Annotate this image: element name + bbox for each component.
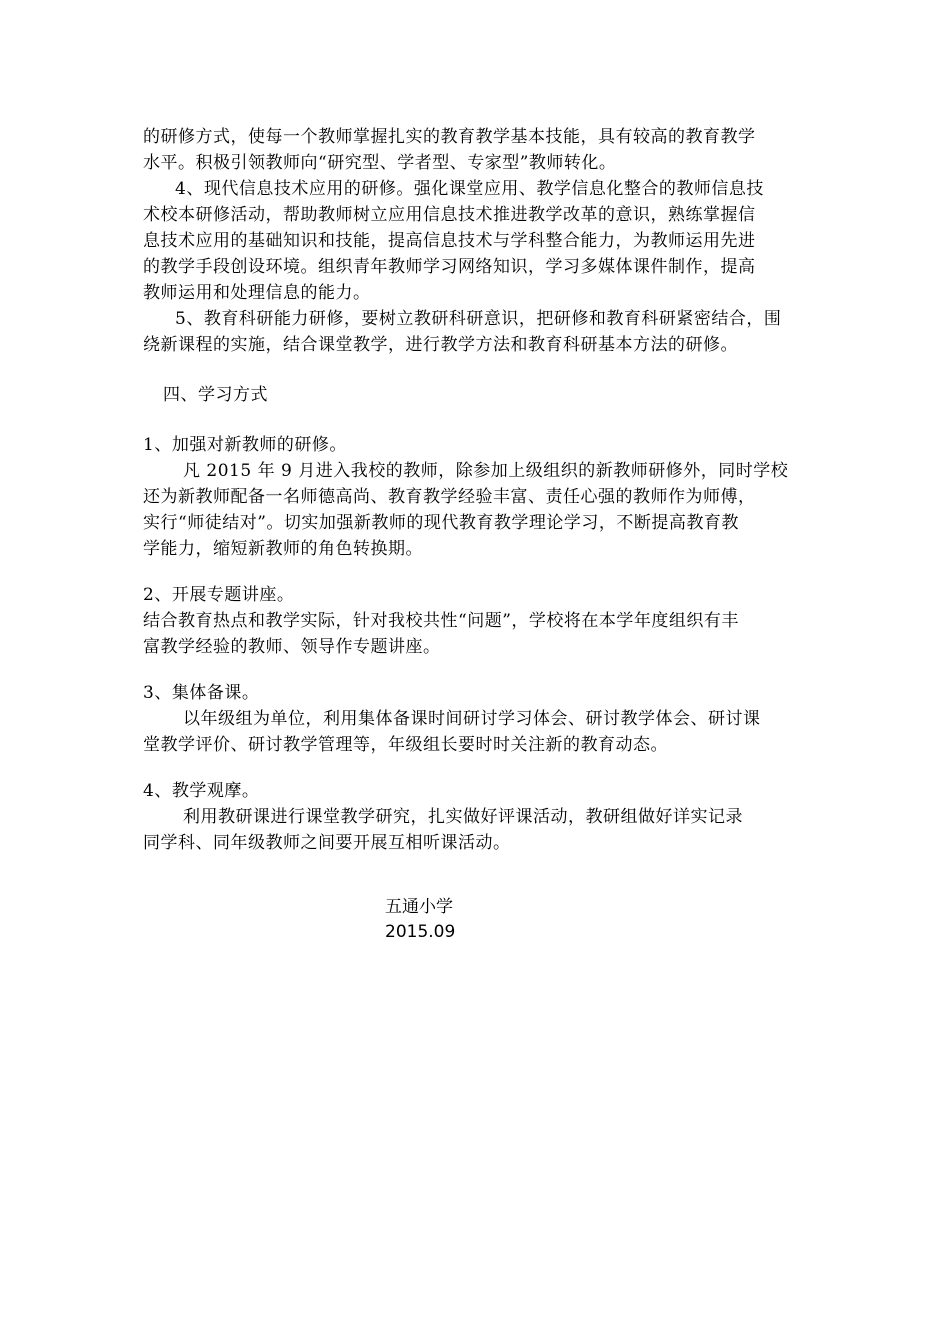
paragraph-line: 利用教研课进行课堂教学研究，扎实做好评课活动，教研组做好详实记录 bbox=[183, 807, 743, 827]
subsection-title: 3、集体备课。 bbox=[143, 683, 260, 703]
paragraph-line: 息技术应用的基础知识和技能，提高信息技术与学科整合能力，为教师运用先进 bbox=[143, 231, 756, 251]
section-heading: 四、学习方式 bbox=[163, 385, 268, 405]
paragraph-line: 凡 2015 年 9 月进入我校的教师，除参加上级组织的新教师研修外，同时学校 bbox=[183, 461, 789, 481]
paragraph-line: 同学科、同年级教师之间要开展互相听课活动。 bbox=[143, 833, 511, 853]
paragraph-line: 以年级组为单位，利用集体备课时间研讨学习体会、研讨教学体会、研讨课 bbox=[183, 709, 761, 729]
subsection-title: 2、开展专题讲座。 bbox=[143, 585, 295, 605]
paragraph-line: 堂教学评价、研讨教学管理等，年级组长要时时关注新的教育动态。 bbox=[143, 735, 668, 755]
paragraph-line: 水平。积极引领教师向“研究型、学者型、专家型”教师转化。 bbox=[143, 153, 617, 173]
paragraph-line: 的研修方式，使每一个教师掌握扎实的教育教学基本技能，具有较高的教育教学 bbox=[143, 127, 756, 147]
subsection-title: 4、教学观摩。 bbox=[143, 781, 260, 801]
paragraph-line: 富教学经验的教师、领导作专题讲座。 bbox=[143, 637, 441, 657]
document-body bbox=[143, 124, 809, 856]
paragraph-line: 绕新课程的实施，结合课堂教学，进行教学方法和教育科研基本方法的研修。 bbox=[143, 335, 738, 355]
paragraph-line: 5、教育科研能力研修，要树立教研科研意识，把研修和教育科研紧密结合，围 bbox=[175, 309, 782, 329]
paragraph-line: 还为新教师配备一名师德高尚、教育教学经验丰富、责任心强的教师作为师傅， bbox=[143, 487, 756, 507]
paragraph-line: 的教学手段创设环境。组织青年教师学习网络知识，学习多媒体课件制作，提高 bbox=[143, 257, 756, 277]
paragraph-line: 教师运用和处理信息的能力。 bbox=[143, 283, 371, 303]
paragraph-line: 术校本研修活动，帮助教师树立应用信息技术推进教学改革的意识，熟练掌握信 bbox=[143, 205, 756, 225]
paragraph-line: 4、现代信息技术应用的研修。强化课堂应用、教学信息化整合的教师信息技 bbox=[175, 179, 764, 199]
signature-date: 2015.09 bbox=[385, 922, 456, 942]
paragraph-line: 学能力，缩短新教师的角色转换期。 bbox=[143, 539, 423, 559]
subsection-title: 1、加强对新教师的研修。 bbox=[143, 435, 347, 455]
signature-school-name: 五通小学 bbox=[385, 897, 453, 917]
paragraph-line: 结合教育热点和教学实际，针对我校共性“问题”，学校将在本学年度组织有丰 bbox=[143, 611, 739, 631]
paragraph-line: 实行“师徒结对”。切实加强新教师的现代教育教学理论学习，不断提高教育教 bbox=[143, 513, 739, 533]
